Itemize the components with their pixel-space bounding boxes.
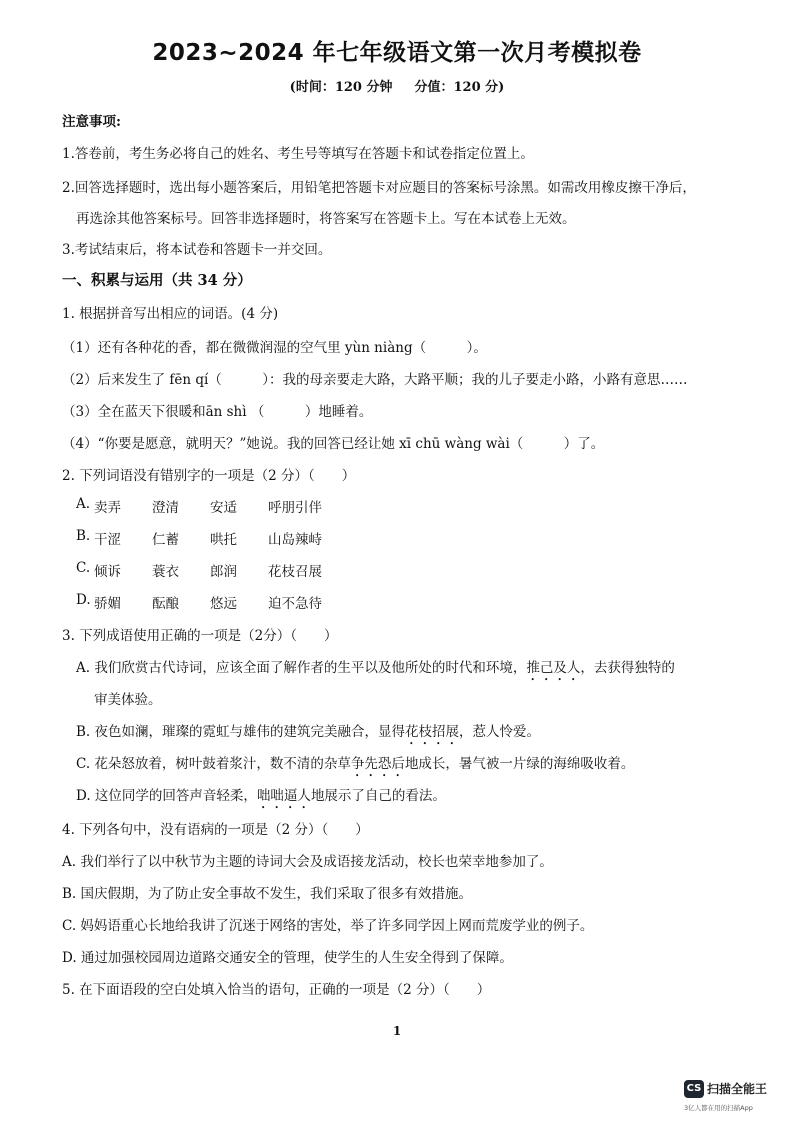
q3-d-text-end: 地展示了自己的看法。	[310, 788, 446, 804]
q2-stem: 2. 下列词语没有错别字的一项是（2 分）（ ）	[62, 468, 356, 484]
option-word: 哄托	[210, 532, 237, 548]
option-letter: A.	[76, 496, 91, 512]
idiom-emphasis: 推己及人	[526, 660, 581, 676]
option-word: 山岛辣峙	[268, 532, 322, 548]
scanner-watermark	[684, 1078, 767, 1098]
option-word: 酝酿	[152, 596, 179, 612]
option-word: 干涩	[94, 532, 121, 548]
option-word: 迫不急待	[268, 596, 322, 612]
q3-stem: 3. 下列成语使用正确的一项是（2分）（ ）	[62, 628, 338, 644]
camscanner-logo-icon: CS	[684, 1080, 704, 1098]
option-word: 骄媚	[94, 596, 121, 612]
option-word: 倾诉	[94, 564, 121, 580]
note-item-1: 1.答卷前，考生务必将自己的姓名、考生号等填写在答题卡和试卷指定位置上。	[62, 146, 534, 162]
q3-d-text: D. 这位同学的回答声音轻柔，	[76, 788, 257, 804]
option-letter: D.	[76, 592, 91, 608]
option-letter: B.	[76, 528, 91, 544]
note-item-3: 3.考试结束后，将本试卷和答题卡一并交回。	[62, 242, 332, 258]
option-word: 花枝召展	[268, 564, 322, 580]
page-title: 2023~2024 年七年级语文第一次月考模拟卷	[152, 40, 642, 66]
option-word: 郎润	[210, 564, 237, 580]
section-heading: 一、积累与运用（共 34 分）	[62, 272, 252, 289]
exam-score: 分值：120 分)	[414, 80, 505, 95]
q3-option-a	[76, 656, 675, 684]
q4-option-a: A. 我们举行了以中秋节为主题的诗词大会及成语接龙活动，校长也荣幸地参加了。	[62, 854, 553, 870]
option-word: 呼朋引伴	[268, 500, 322, 516]
option-letter: C.	[76, 560, 91, 576]
idiom-emphasis: 咄咄逼人	[256, 788, 311, 804]
watermark-name: 扫描全能王	[707, 1082, 768, 1096]
option-word: 澄清	[152, 500, 179, 516]
idiom-emphasis: 花枝招展	[405, 724, 460, 740]
exam-time: (时间：120 分钟	[289, 80, 393, 95]
q4-stem: 4. 下列各句中，没有语病的一项是（2 分）（ ）	[62, 822, 369, 838]
q3-option-a-cont: 审美体验。	[94, 692, 162, 708]
exam-meta	[0, 76, 794, 95]
q3-b-text: B. 夜色如澜，璀璨的霓虹与雄伟的建筑完美融合，显得	[76, 724, 406, 740]
note-item-2a: 2.回答选择题时，选出每小题答案后，用铅笔把答题卡对应题目的答案标号涂黑。如需改用橡皮擦干净后，	[62, 180, 696, 196]
q3-option-d	[76, 784, 446, 812]
option-word: 卖弄	[94, 500, 121, 516]
q3-c-text: C. 花朵怒放着，树叶鼓着浆汁，数不清的杂草	[76, 756, 351, 772]
page-number: 1	[392, 1024, 402, 1038]
q3-a-text: A. 我们欣赏古代诗词，应该全面了解作者的生平以及他所处的时代和环境，	[76, 660, 527, 676]
q4-option-d: D. 通过加强校园周边道路交通安全的管理，使学生的人生安全得到了保障。	[62, 950, 513, 966]
option-word: 仁蓄	[152, 532, 179, 548]
q1-sub1: （1）还有各种花的香，都在微微润湿的空气里 yùn niàng（ ）。	[62, 340, 487, 356]
note-item-2b: 再选涂其他答案标号。回答非选择题时，将答案写在答题卡上。写在本试卷上无效。	[76, 211, 576, 227]
q3-b-text-end: ，惹人怜爱。	[459, 724, 541, 740]
q3-c-text-end: 地成长，暑气被一片绿的海绵吸收着。	[404, 756, 635, 772]
option-word: 蓑衣	[152, 564, 179, 580]
q1-sub2: （2）后来发生了 fēn qí（ ）：我的母亲要走大路，大路平顺；我的儿子要走小路，小路有意思……	[62, 372, 688, 388]
q1-sub3: （3）全在蓝天下很暖和ān shì （ ）地睡着。	[62, 404, 373, 420]
option-word: 悠远	[210, 596, 237, 612]
q4-option-b: B. 国庆假期，为了防止安全事故不发生，我们采取了很多有效措施。	[62, 886, 473, 902]
q3-a-text-end: ，去获得独特的	[580, 660, 675, 676]
q1-stem: 1. 根据拼音写出相应的词语。(4 分)	[62, 306, 279, 322]
q3-option-c	[76, 752, 634, 780]
idiom-emphasis: 争先恐后	[350, 756, 405, 772]
q3-option-b	[76, 720, 540, 748]
q4-option-c: C. 妈妈语重心长地给我讲了沉迷于网络的害处，举了许多同学因上网而荒废学业的例子。	[62, 918, 594, 934]
watermark-tagline: 3亿人都在用的扫描App	[684, 1104, 753, 1112]
notes-heading: 注意事项:	[62, 114, 121, 130]
q1-sub4: （4）“你要是愿意，就明天？”她说。我的回答已经让她 xī chū wàng wài（ ）了。	[62, 436, 605, 452]
option-word: 安适	[210, 500, 237, 516]
q5-stem: 5. 在下面语段的空白处填入恰当的语句，正确的一项是（2 分）（ ）	[62, 982, 491, 998]
